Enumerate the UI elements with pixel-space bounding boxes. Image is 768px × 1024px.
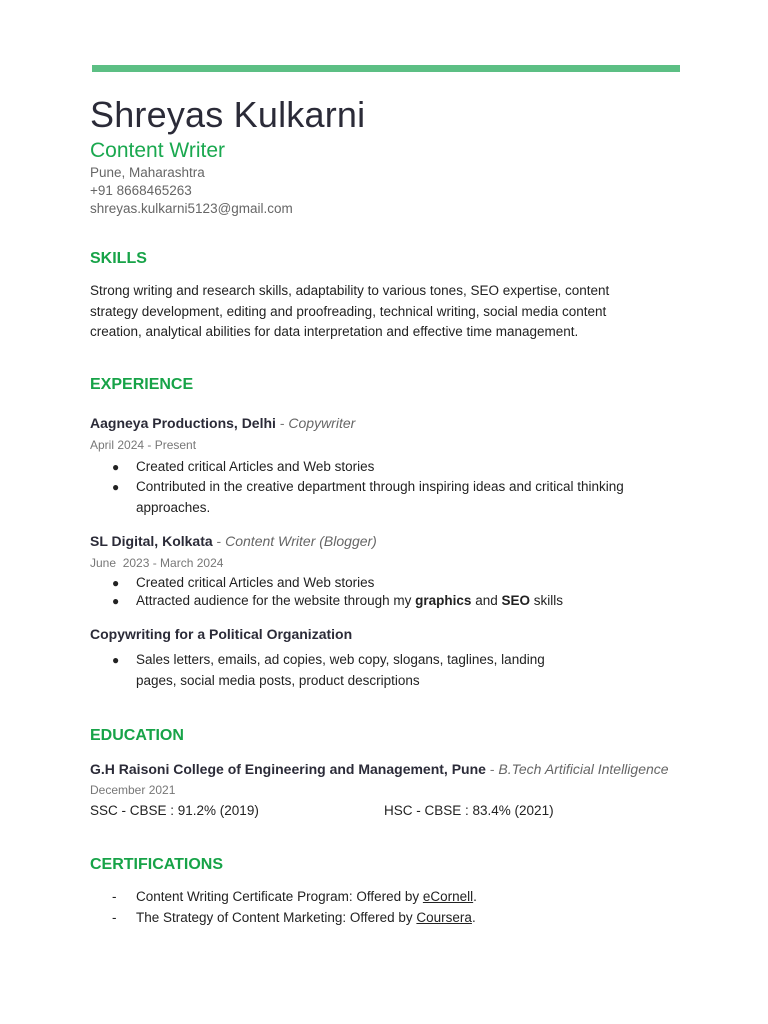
job-bullet bbox=[112, 650, 562, 691]
certification-item bbox=[112, 889, 477, 904]
bullet-dot-icon: ● bbox=[112, 460, 120, 474]
job-bullet-text: Sales letters, emails, ad copies, web copy, slogans, taglines, landing pages, social media posts, product descriptions bbox=[136, 652, 545, 688]
bullet-dot-icon: ● bbox=[112, 653, 120, 667]
education-date: December 2021 bbox=[90, 783, 176, 797]
education-heading: EDUCATION bbox=[90, 727, 184, 744]
skills-heading: SKILLS bbox=[90, 250, 147, 267]
education-separator: - bbox=[485, 761, 499, 777]
contact-email: shreyas.kulkarni5123@gmail.com bbox=[90, 201, 293, 216]
job-bullet-text: Contributed in the creative department through inspiring ideas and critical thinking approaches. bbox=[136, 479, 624, 515]
candidate-role: Content Writer bbox=[90, 139, 225, 162]
bullet-bold-graphics: graphics bbox=[415, 593, 472, 608]
bullet-text-part: and bbox=[471, 593, 502, 608]
bullet-dot-icon: ● bbox=[112, 480, 120, 494]
job-position: Content Writer (Blogger) bbox=[225, 533, 377, 549]
bullet-dot-icon: ● bbox=[112, 594, 120, 608]
cert-end: . bbox=[473, 889, 477, 904]
job-position: Copywriter bbox=[288, 415, 356, 431]
job-bullet bbox=[112, 457, 672, 478]
job-bullet bbox=[112, 477, 672, 518]
bullet-bold-seo: SEO bbox=[501, 593, 530, 608]
education-degree: B.Tech Artificial Intelligence bbox=[498, 761, 669, 777]
header-accent-rule bbox=[92, 65, 680, 72]
candidate-name: Shreyas Kulkarni bbox=[90, 94, 366, 135]
job-header bbox=[90, 415, 355, 431]
skills-text: Strong writing and research skills, adaptability to various tones, SEO expertise, content strategy development, editing and proofreading, technical writing, social media content creation, analytical abilities for data interpretation and effective time management. bbox=[90, 283, 610, 340]
job-company: Aagneya Productions, Delhi bbox=[90, 415, 276, 431]
job-separator: - bbox=[212, 533, 226, 549]
education-institution: G.H Raisoni College of Engineering and Management, Pune bbox=[90, 761, 486, 777]
job-company: SL Digital, Kolkata bbox=[90, 533, 213, 549]
job-separator: - bbox=[275, 415, 289, 431]
job-bullet bbox=[112, 591, 672, 612]
education-hsc: HSC - CBSE : 83.4% (2021) bbox=[384, 803, 554, 818]
bullet-text-part: Attracted audience for the website through my bbox=[136, 593, 416, 608]
job-header bbox=[90, 626, 352, 642]
cert-dash: - bbox=[112, 889, 117, 904]
contact-phone: +91 8668465263 bbox=[90, 183, 192, 198]
cert-dash: - bbox=[112, 910, 117, 925]
cert-text: Content Writing Certificate Program: Offered by bbox=[136, 889, 423, 904]
job-bullet-text: Created critical Articles and Web stories bbox=[136, 459, 375, 474]
cert-end: . bbox=[471, 910, 476, 925]
bullet-text-part: skills bbox=[529, 593, 563, 608]
cert-text: The Strategy of Content Marketing: Offered by bbox=[136, 910, 417, 925]
education-header bbox=[90, 761, 669, 777]
certifications-heading: CERTIFICATIONS bbox=[90, 856, 224, 873]
cert-provider-link[interactable]: eCornell bbox=[422, 889, 474, 904]
job-dates: June 2023 - March 2024 bbox=[90, 556, 224, 570]
experience-heading: EXPERIENCE bbox=[90, 376, 194, 393]
education-ssc: SSC - CBSE : 91.2% (2019) bbox=[90, 803, 259, 818]
job-company: Copywriting for a Political Organization bbox=[90, 626, 353, 642]
job-bullet-text: Created critical Articles and Web stories bbox=[136, 575, 375, 590]
contact-location: Pune, Maharashtra bbox=[90, 165, 205, 180]
bullet-dot-icon: ● bbox=[112, 576, 120, 590]
job-dates: April 2024 - Present bbox=[90, 438, 197, 452]
cert-provider-link[interactable]: Coursera bbox=[416, 910, 472, 925]
job-bullet-text bbox=[136, 591, 672, 612]
certification-item bbox=[112, 910, 476, 925]
job-header bbox=[90, 533, 377, 549]
